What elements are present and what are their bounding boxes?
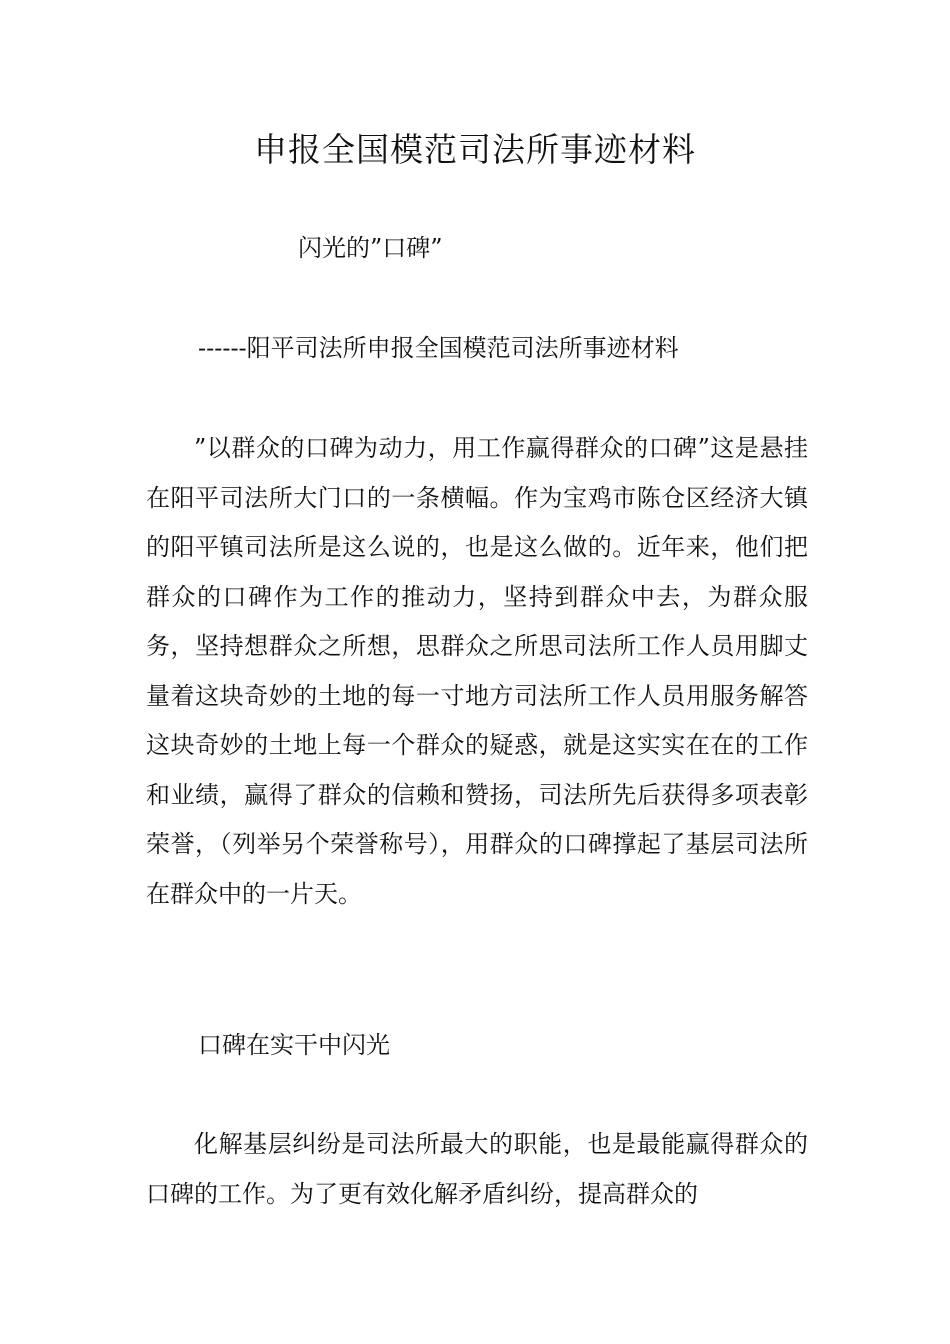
document-byline: ------阳平司法所申报全国模范司法所事迹材料	[198, 334, 679, 362]
document-title: 申报全国模范司法所事迹材料	[254, 130, 696, 169]
body-paragraph-1: ”以群众的口碑为动力，用工作赢得群众的口碑”这是悬挂在阳平司法所大门口的一条横幅。作为宝鸡市陈仓区经济大镇的阳平镇司法所是这么说的，也是这么做的。近年来，他们把群众的口碑作为工作的推动力，坚持到群众中去，为群众服务，坚持想群众之所想，思群众之所思司法所工作人员用脚丈量着这块奇妙的土地的每一寸地方司法所工作人员用服务解答这块奇妙的土地上每一个群众的疑惑，就是这实实在在的工作和业绩，赢得了群众的信赖和赞扬，司法所先后获得多项表彰荣誉，（列举另个荣誉称号），用群众的口碑撑起了基层司法所在群众中的一片天。	[146, 434, 808, 908]
body-paragraph-2: 化解基层纠纷是司法所最大的职能，也是最能赢得群众的口碑的工作。为了更有效化解矛盾纠纷，提高群众的	[146, 1130, 808, 1208]
document-subtitle: 闪光的”口碑”	[298, 234, 443, 262]
section-heading: 口碑在实干中闪光	[198, 1031, 390, 1059]
